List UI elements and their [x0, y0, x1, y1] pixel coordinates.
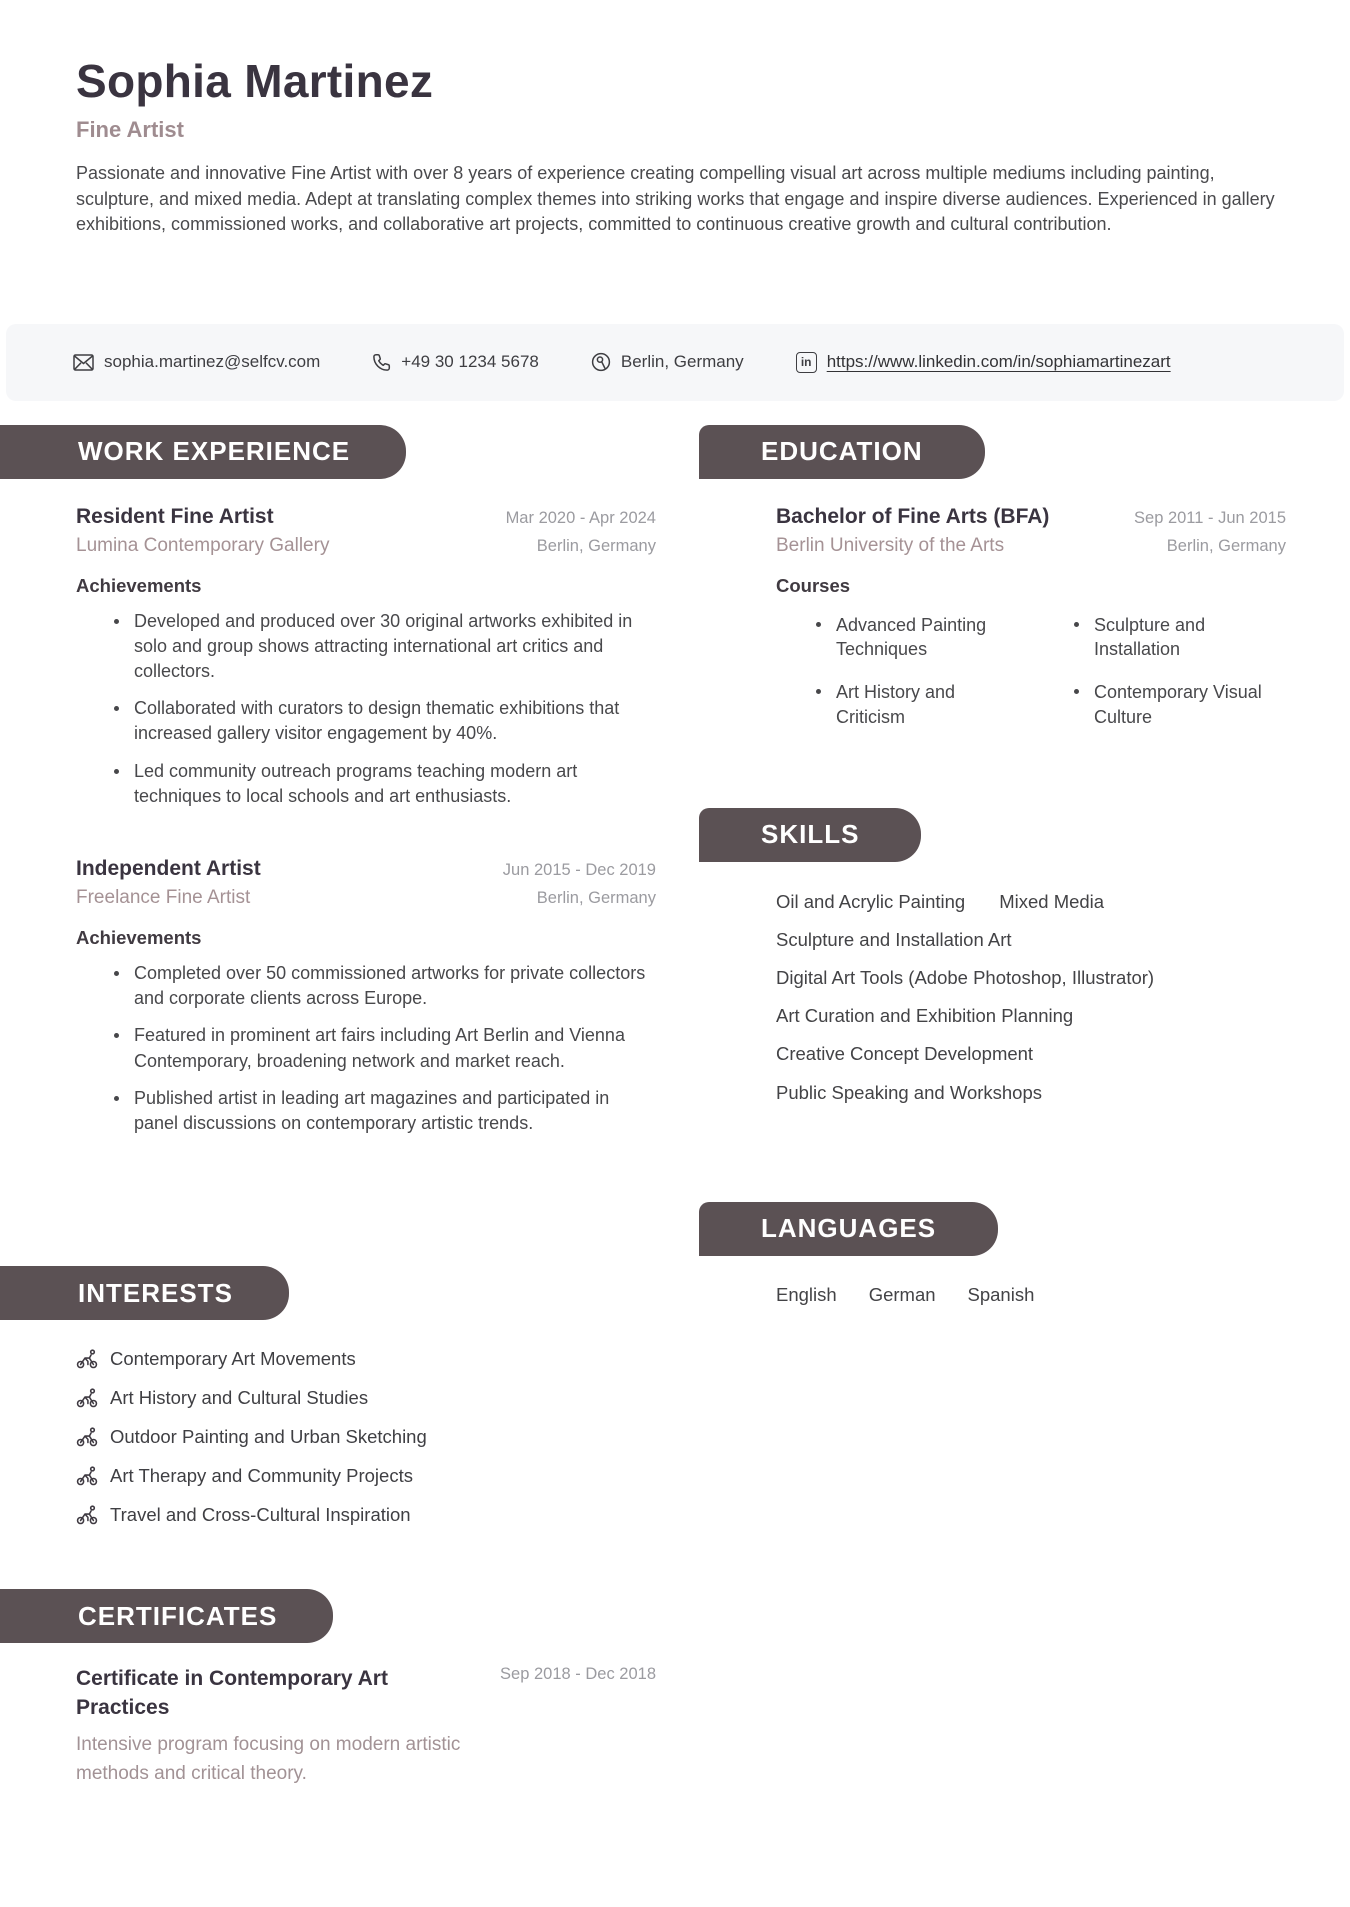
course-item: Art History and Criticism	[816, 680, 1016, 730]
work-entry-company: Lumina Contemporary Gallery	[76, 534, 330, 556]
email-icon	[73, 354, 94, 371]
language-item: Spanish	[967, 1283, 1035, 1305]
cyclist-icon	[76, 1348, 98, 1370]
achievements-list	[76, 609, 656, 809]
interest-label: Outdoor Painting and Urban Sketching	[110, 1426, 427, 1448]
work-entry-dates: Mar 2020 - Apr 2024	[505, 508, 656, 527]
course-item: Advanced Painting Techniques	[816, 613, 1016, 663]
work-entry-location: Berlin, Germany	[536, 536, 656, 555]
interests-section	[76, 1266, 656, 1543]
language-item: German	[868, 1283, 936, 1305]
right-column	[761, 425, 1286, 1789]
interest-item	[76, 1387, 427, 1409]
work-entry-1	[76, 505, 656, 821]
course-item: Sculpture and Installation	[1074, 613, 1274, 663]
cyclist-icon	[76, 1504, 98, 1526]
work-entry-dates: Jun 2015 - Dec 2019	[502, 860, 656, 879]
achievement-item: Collaborated with curators to design thematic exhibitions that increased gallery visitor engagement by 40%.	[76, 696, 656, 746]
main-columns	[0, 425, 1350, 1789]
summary-paragraph: Passionate and innovative Fine Artist with over 8 years of experience creating compelling visual art across multiple mediums including painting, sculpture, and mixed media. Adept at translating complex themes into striking works that engage and inspire diverse audiences. Experienced in gallery exhibitions, commissioned works, and collaborative art projects, committed to continuous creative growth and cultural contribution.	[76, 163, 1275, 235]
achievement-item: Published artist in leading art magazines and participated in panel discussions on contemporary artistic trends.	[76, 1086, 656, 1136]
language-item: English	[776, 1283, 837, 1305]
skills-list	[776, 890, 1286, 1104]
skill-item: Creative Concept Development	[776, 1043, 1034, 1065]
certificate-dates: Sep 2018 - Dec 2018	[500, 1665, 656, 1684]
courses-label: Courses	[776, 574, 851, 596]
contact-bar	[6, 324, 1344, 401]
certificate-title: Certificate in Contemporary Art Practices	[76, 1667, 388, 1720]
skill-item: Oil and Acrylic Painting	[776, 890, 966, 912]
contact-linkedin	[796, 352, 1171, 373]
work-entry-company: Freelance Fine Artist	[76, 886, 251, 908]
course-item: Contemporary Visual Culture	[1074, 680, 1274, 730]
cyclist-icon	[76, 1387, 98, 1409]
skill-item: Public Speaking and Workshops	[776, 1081, 1043, 1103]
work-entry-2	[76, 857, 656, 1148]
achievement-item: Featured in prominent art fairs including Art Berlin and Vienna Contemporary, broadening network and market reach.	[76, 1023, 656, 1073]
interest-label: Art Therapy and Community Projects	[110, 1465, 413, 1487]
interest-label: Contemporary Art Movements	[110, 1348, 356, 1370]
contact-email-text: sophia.martinez@selfcv.com	[104, 352, 321, 372]
certificates-section	[76, 1589, 656, 1789]
section-badge-interests: INTERESTS	[0, 1266, 289, 1320]
interest-item	[76, 1348, 427, 1370]
achievement-item: Led community outreach programs teaching modern art techniques to local schools and art enthusiasts.	[76, 759, 656, 809]
education-entry	[776, 505, 1286, 730]
education-dates: Sep 2011 - Jun 2015	[1134, 508, 1286, 527]
certificate-description: Intensive program focusing on modern artistic methods and critical theory.	[76, 1734, 461, 1784]
contact-location-text: Berlin, Germany	[620, 352, 744, 372]
courses-list	[776, 613, 1286, 730]
interests-list	[76, 1348, 427, 1543]
skill-item: Mixed Media	[999, 890, 1105, 912]
contact-phone	[372, 352, 539, 372]
education-degree: Bachelor of Fine Arts (BFA)	[776, 504, 1050, 528]
contact-email	[73, 352, 320, 372]
person-job-title: Fine Artist	[76, 117, 184, 142]
interest-item	[76, 1504, 427, 1526]
section-badge-certificates: CERTIFICATES	[0, 1589, 333, 1643]
section-badge-work-experience: WORK EXPERIENCE	[0, 425, 406, 479]
languages-list	[776, 1284, 1034, 1306]
achievement-item: Developed and produced over 30 original artworks exhibited in solo and group shows attracting international art critics and collectors.	[76, 609, 656, 685]
interest-label: Travel and Cross-Cultural Inspiration	[110, 1504, 411, 1526]
skill-item: Digital Art Tools (Adobe Photoshop, Illustrator)	[776, 967, 1155, 989]
cyclist-icon	[76, 1465, 98, 1487]
achievements-label: Achievements	[76, 574, 202, 596]
contact-phone-text: +49 30 1234 5678	[401, 352, 539, 372]
education-school: Berlin University of the Arts	[776, 534, 1005, 556]
left-column	[76, 425, 656, 1789]
education-location: Berlin, Germany	[1166, 536, 1286, 555]
person-name: Sophia Martinez	[76, 55, 434, 107]
cyclist-icon	[76, 1426, 98, 1448]
location-icon	[591, 352, 611, 372]
achievement-item: Completed over 50 commissioned artworks for private collectors and corporate clients across Europe.	[76, 961, 656, 1011]
linkedin-icon: in	[796, 352, 817, 373]
section-badge-languages: LANGUAGES	[699, 1202, 998, 1256]
phone-icon	[372, 353, 391, 372]
interest-item	[76, 1465, 427, 1487]
linkedin-link[interactable]: https://www.linkedin.com/in/sophiamartinezart	[826, 352, 1171, 372]
section-badge-skills: SKILLS	[699, 808, 921, 862]
work-entry-title: Resident Fine Artist	[76, 504, 274, 528]
section-badge-education: EDUCATION	[699, 425, 985, 479]
achievements-label: Achievements	[76, 926, 202, 948]
achievements-list	[76, 961, 656, 1136]
certificate-entry	[76, 1665, 656, 1789]
work-entry-title: Independent Artist	[76, 856, 261, 880]
skill-item: Sculpture and Installation Art	[776, 929, 1012, 951]
skill-item: Art Curation and Exhibition Planning	[776, 1005, 1074, 1027]
work-entry-location: Berlin, Germany	[536, 888, 656, 907]
interest-label: Art History and Cultural Studies	[110, 1387, 369, 1409]
contact-location	[591, 352, 744, 372]
header	[0, 0, 1350, 238]
interest-item	[76, 1426, 427, 1448]
